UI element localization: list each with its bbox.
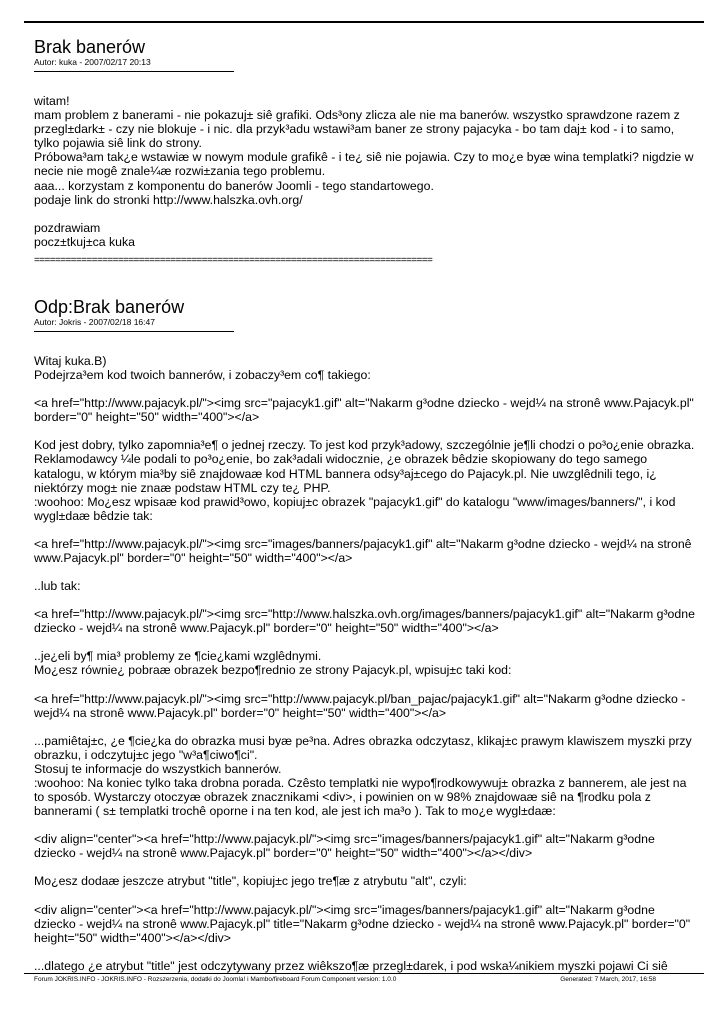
document-body [34, 37, 696, 987]
meta-underline [34, 67, 234, 72]
code-snippet: <a href="http://www.pajacyk.pl/"><img src="pajacyk1.gif" alt="Nakarm g³odne dziecko - wejd¼ na stronê www.Pajacyk.pl" border="0" height="50" width="400"></a> [34, 396, 694, 425]
post-paragraph: Kod jest dobry, tylko zapomnia³e¶ o jednej rzeczy. To jest kod przyk³adowy, szczególnie je¶li chodzi o po³o¿enie obrazka. Reklamodawcy ¼le podali to po³o¿enie, bo zak³adali widocznie, ¿e obrazek bêdzie skopiowany do tego samego katalogu, w którym mia³by siê znajdowaæ kod HTML bannera odsy³aj±cego do Pajacyk.pl. Nie uwzglêdnili tego, i¿ niektórzy mog± nie znaæ podstaw HTML czy te¿ PHP. :woohoo: Mo¿esz wpisaæ kod prawid³owo, kopiuj±c obrazek "pajacyk1.gif" do katalogu "www/images/banners/", i kod wygl±daæ bêdzie tak: [34, 438, 695, 523]
top-rule [24, 21, 704, 23]
footer-source: Forum JOKRIS.INFO - JOKRIS.INFO - Rozszerzenia, dodatki do Joomla! i Mambo/fireboard Forum Component version: 1.0.0 [34, 976, 397, 983]
post [34, 37, 696, 267]
post-paragraph: pozdrawiam pocz±tkuj±ca kuka [34, 220, 135, 249]
footer-generated: Generated: 7 March, 2017, 16:58 [560, 976, 656, 983]
post-author-date: Autor: kuka - 2007/02/17 20:13 [34, 57, 151, 67]
code-snippet: <div align="center"><a href="http://www.pajacyk.pl/"><img src="images/banners/pajacyk1.gif" alt="Nakarm g³odne dziecko - wejd¼ na stronê www.Pajacyk.pl" border="0" height="50" width="400"></a></div> [34, 832, 655, 861]
page-footer [34, 976, 656, 984]
code-snippet: <div align="center"><a href="http://www.pajacyk.pl/"><img src="images/banners/pajacyk1.gif" alt="Nakarm g³odne dziecko - wejd¼ na stronê www.Pajacyk.pl" title="Nakarm g³odne dziecko - wejd¼ na stronê www.Pajacyk.pl" border="0" height="50" width="400"></a></div> [34, 902, 691, 945]
post-title: Brak banerów [34, 37, 146, 57]
post [34, 297, 696, 973]
post-paragraph: ...dlatego ¿e atrybut "title" jest odczytywany przez wiêkszo¶æ przegl±darek, i pod wska¼nikiem myszki pojawi Ci siê [34, 958, 668, 973]
post-paragraph: ..je¿eli by¶ mia³ problemy ze ¶cie¿kami wzglêdnymi. Mo¿esz równie¿ pobraæ obrazek bezpo¶rednio ze strony Pajacyk.pl, wpisuj±c taki kod: [34, 649, 512, 678]
code-snippet: <a href="http://www.pajacyk.pl/"><img src="http://www.halszka.ovh.org/images/banners/pajacyk1.gif" alt="Nakarm g³odne dziecko - wejd¼ na stronê www.Pajacyk.pl" border="0" height="50" width="400"></a> [34, 607, 695, 636]
post-paragraph: Mo¿esz dodaæ jeszcze atrybut "title", kopiuj±c jego tre¶æ z atrybutu "alt", czyli: [34, 874, 467, 889]
post-paragraph: ..lub tak: [34, 579, 81, 594]
code-snippet: <a href="http://www.pajacyk.pl/"><img src="http://www.pajacyk.pl/ban_pajac/pajacyk1.gif" alt="Nakarm g³odne dziecko - wejd¼ na stronê www.Pajacyk.pl" border="0" height="50" width="400"></a> [34, 691, 686, 720]
bottom-rule [24, 973, 704, 974]
post-title: Odp:Brak banerów [34, 296, 185, 317]
post-paragraph: Witaj kuka.B) Podejrza³em kod twoich bannerów, i zobaczy³em co¶ takiego: [34, 353, 371, 383]
post-paragraph: ...pamiêtaj±c, ¿e ¶cie¿ka do obrazka musi byæ pe³na. Adres obrazka odczytasz, klikaj±c prawym klawiszem myszki przy obrazku, i odczytuj±c jego "w³a¶ciwo¶ci". Stosuj te informacje do wszystkich bannerów. :woohoo: Na koniec tylko taka drobna porada. Czêsto templatki nie wypo¶rodkowywuj± obrazka z bannerem, ale jest na to sposób. Wystarczy otoczyæ obrazek znacznikami <div>, i powinien on w 98% znajdowaæ siê na ¶rodku pola z bannerami ( s± templatki trochê oporne i na ten kod, ale jest ich ma³o ). Tak to mo¿e wygl±daæ: [34, 733, 692, 819]
meta-underline [34, 327, 234, 332]
post-paragraph: witam! mam problem z banerami - nie pokazuj± siê grafiki. Ods³ony zlicza ale nie ma banerów. wszystko sprawdzone razem z przegl±dark± - czy nie blokuje - i nic. dla przyk³adu wstawi³am baner ze strony pajacyka - bo tam daj± kod - i to samo, tylko pojawia siê link do strony. Próbowa³am tak¿e wstawiæ w nowym module grafikê - i te¿ siê nie pojawia. Czy to mo¿e byæ wina templatki? nigdzie w necie nie mogê znale¼æ rozwi±zania tego problemu. aaa... korzystam z komponentu do banerów Joomli - tego standartowego. podaje link do stronki http://www.halszka.ovh.org/ [34, 94, 694, 207]
post-author-date: Autor: Jokris - 2007/02/18 16:47 [34, 316, 155, 327]
post-separator: ============================================================================ [34, 254, 433, 266]
code-snippet: <a href="http://www.pajacyk.pl/"><img src="images/banners/pajacyk1.gif" alt="Nakarm g³odne dziecko - wejd¼ na stronê www.Pajacyk.pl" border="0" height="50" width="400"></a> [34, 536, 692, 565]
